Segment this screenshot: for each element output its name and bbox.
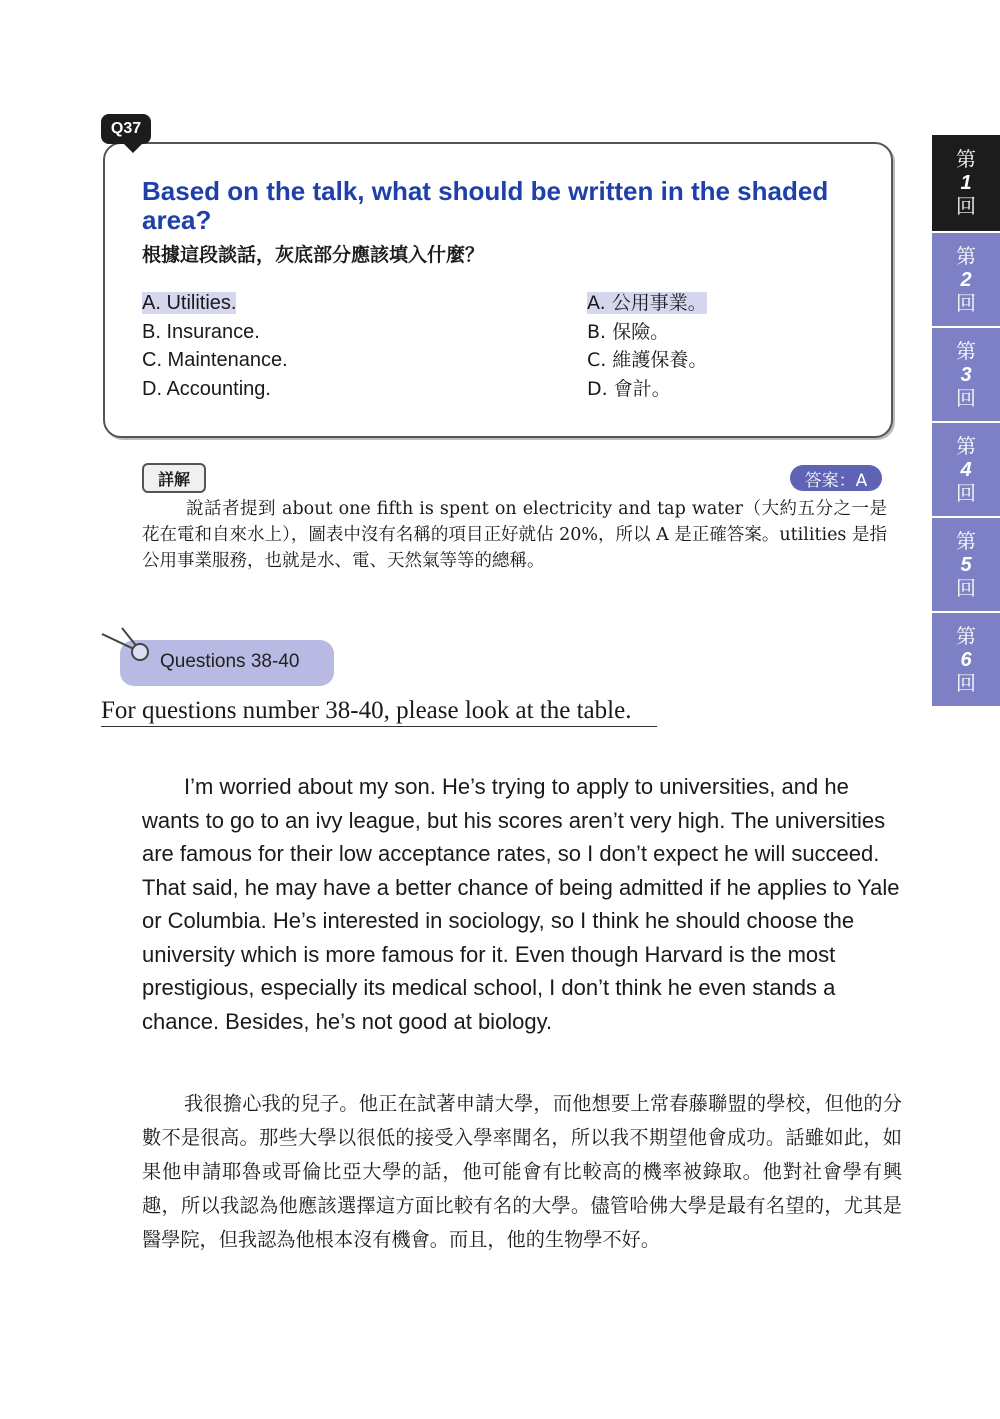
question-number-badge: Q37 bbox=[101, 114, 151, 144]
tab-bottom-char: 回 bbox=[956, 670, 976, 695]
transcript-en: I’m worried about my son. He’s trying to apply to universities, and he wants to go to an ivy league, but his scores aren’t very high. The universities are famous for their low acceptance rates, so I don’t expect he will succeed. That said, he may have a better chance of being admitted if he applies to Yale or Columbia. He’s interested in sociology, so I think he should choose the university which is more famous for it. Even though Harvard is the most prestigious, especially its medical school, I don’t think he even stands a chance. Besides, he’s not good at biology. bbox=[142, 774, 900, 1034]
chapter-tab-6[interactable] bbox=[932, 613, 1000, 706]
chapter-tab-4[interactable] bbox=[932, 423, 1000, 516]
pushpin-icon bbox=[98, 626, 158, 666]
answer-badge: 答案：A bbox=[790, 465, 882, 491]
tab-top-char: 第 bbox=[956, 147, 976, 171]
tab-bottom-char: 回 bbox=[956, 194, 976, 218]
chapter-tab-1[interactable] bbox=[932, 135, 1000, 231]
tab-number: 2 bbox=[960, 268, 972, 291]
tab-bottom-char: 回 bbox=[956, 290, 976, 315]
options-zh bbox=[587, 289, 707, 403]
chapter-tab-5[interactable] bbox=[932, 518, 1000, 611]
question-prompt-en: Based on the talk, what should be written in the shaded area? bbox=[142, 176, 829, 235]
tab-top-char: 第 bbox=[956, 243, 976, 268]
tab-top-char: 第 bbox=[956, 623, 976, 648]
option-b-zh: B. 保險。 bbox=[587, 320, 670, 343]
options-en bbox=[142, 289, 288, 403]
transcript-zh: 我很擔心我的兒子。他正在試著申請大學，而他想要上常春藤聯盟的學校，但他的分數不是很高。那些大學以很低的接受入學率聞名，所以我不期望他會成功。話雖如此，如果他申請耶魯或哥倫比亞大學的話，他可能會有比較高的機率被錄取。他對社會學有興趣，所以我認為他應該選擇這方面比較有名的大學。儘管哈佛大學是最有名望的，尤其是醫學院，但我認為他根本沒有機會。而且，他的生物學不好。 bbox=[142, 1092, 902, 1251]
tab-number: 5 bbox=[960, 553, 972, 576]
option-a-en: A. Utilities. bbox=[142, 292, 237, 314]
tab-bottom-char: 回 bbox=[956, 385, 976, 410]
option-c-zh: C. 維護保養。 bbox=[587, 349, 708, 371]
tab-number: 4 bbox=[960, 458, 972, 481]
option-b-en: B. Insurance. bbox=[142, 320, 260, 343]
chapter-tab-2[interactable] bbox=[932, 233, 1000, 326]
explanation-label: 詳解 bbox=[142, 463, 206, 493]
tab-bottom-char: 回 bbox=[956, 480, 976, 505]
option-a-zh: A. 公用事業。 bbox=[587, 292, 707, 314]
section-label: Questions 38-40 bbox=[160, 651, 300, 672]
chapter-tab-3[interactable] bbox=[932, 328, 1000, 421]
tab-top-char: 第 bbox=[956, 433, 976, 458]
option-c-en: C. Maintenance. bbox=[142, 349, 288, 371]
explanation-text: 說話者提到 about one fifth is spent on electricity and tap water（大約五分之一是花在電和自來水上），圖表中沒有名稱的項目正好就佔 20%，所以 A 是正確答案。utilities 是指公用事業服務，也就是水、電、天然氣等等的總稱。 bbox=[142, 499, 887, 571]
option-d-en: D. Accounting. bbox=[142, 377, 271, 400]
section-title: For questions number 38-40, please look at the table. bbox=[101, 697, 657, 727]
tab-number: 6 bbox=[960, 648, 972, 671]
tab-bottom-char: 回 bbox=[956, 575, 976, 600]
option-d-zh: D. 會計。 bbox=[587, 377, 671, 400]
tab-number: 1 bbox=[960, 172, 972, 194]
question-prompt-zh: 根據這段談話，灰底部分應該填入什麼？ bbox=[142, 244, 485, 266]
chapter-tabs bbox=[932, 135, 1000, 708]
tab-top-char: 第 bbox=[956, 338, 976, 363]
tab-number: 3 bbox=[960, 363, 972, 386]
tab-top-char: 第 bbox=[956, 528, 976, 553]
